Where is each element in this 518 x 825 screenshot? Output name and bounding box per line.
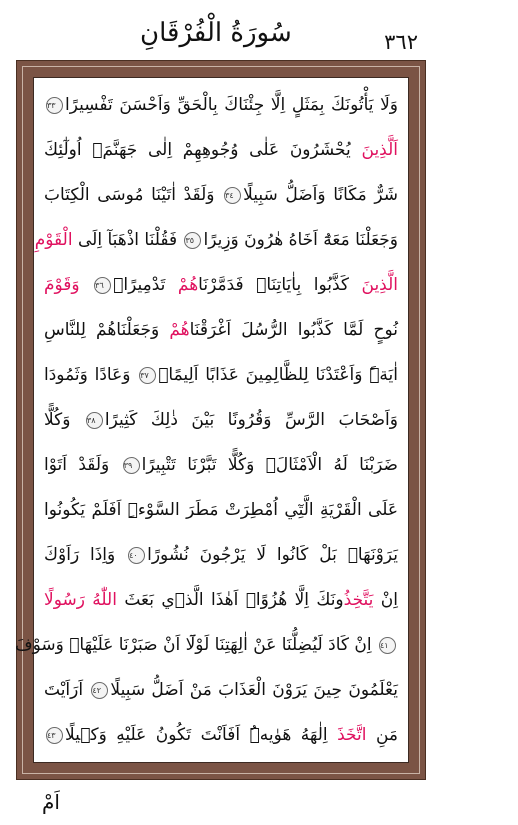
ayah-marker: ٤٢ bbox=[91, 682, 108, 699]
ayah-marker: ٣٩ bbox=[123, 457, 140, 474]
verse-text: فَقُلْنَا اذْهَبَآ اِلَى bbox=[72, 230, 183, 250]
verse-line bbox=[14, 626, 398, 664]
highlighted-text: الْقَوْمِ bbox=[34, 230, 73, 250]
verse-text: نُوحٍ لَمَّا كَذَّبُوا الرُّسُلَ اَغْرَقْنَا bbox=[189, 320, 399, 340]
ayah-marker: ٣٦ bbox=[94, 277, 111, 294]
ayah-marker: ٤٠ bbox=[128, 547, 145, 564]
verse-line bbox=[44, 446, 398, 484]
verse-text: وَجَعَلْنَاهُمْ لِلنَّاسِ bbox=[44, 320, 170, 340]
verse-text: يَرَوْنَهَاۚ بَلْ كَانُوا لَا يَرْجُونَ نُشُورًا bbox=[147, 545, 398, 565]
page-header bbox=[0, 8, 518, 52]
verse-text: وَجَعَلْنَا مَعَهُٓ اَخَاهُ هٰرُونَ وَزِيرًا bbox=[203, 230, 398, 250]
verse-line bbox=[44, 401, 398, 439]
highlighted-text: اللّٰهُ رَسُولًا bbox=[44, 590, 117, 610]
verse-text: يَعْلَمُونَ حِينَ يَرَوْنَ الْعَذَابَ مَنْ اَضَلُّ سَبِيلًا bbox=[110, 680, 398, 700]
surah-title: سُورَةُ الْفُرْقَانِ bbox=[140, 18, 292, 48]
verse-text: وَلَقَدْ اٰتَيْنَا مُوسَى الْكِتَابَ bbox=[44, 185, 223, 205]
ayah-marker: ٣٨ bbox=[86, 412, 103, 429]
verse-text: وَكُلًّا bbox=[44, 410, 84, 430]
verse-text: شَرٌّ مَكَانًا وَاَضَلُّ سَبِيلًا bbox=[243, 185, 399, 205]
verse-text: وَاِذَا رَاَوْكَ bbox=[44, 545, 127, 565]
verse-text: اٰيَةًۜ وَاَعْتَدْنَا لِلظَّالِمِينَ عَذَابًا اَلِيمًاۚ bbox=[158, 365, 398, 385]
verse-text: وَاَصْحَابَ الرَّسِّ وَقُرُونًا بَيْنَ ذٰلِكَ كَثِيرًا bbox=[104, 410, 398, 430]
verse-line bbox=[44, 356, 398, 394]
verse-text: تَدْمِيرًاۜ bbox=[113, 275, 178, 295]
verse-line bbox=[44, 176, 398, 214]
verse-line bbox=[44, 491, 398, 529]
ayah-marker: ٤٣ bbox=[46, 727, 63, 744]
text-area bbox=[14, 77, 409, 763]
verse-line bbox=[34, 221, 398, 259]
verse-line bbox=[44, 266, 398, 304]
highlighted-text: وَقَوْمَ bbox=[44, 275, 93, 295]
verse-line bbox=[44, 536, 398, 574]
verse-lines bbox=[14, 86, 399, 754]
highlighted-text: اَلَّذِينَ bbox=[361, 140, 398, 160]
highlighted-text: الَّذِينَ bbox=[361, 275, 398, 295]
verse-text: اَرَاَيْتَ bbox=[44, 680, 90, 700]
verse-text: ونَكَ اِلَّا هُزُوًاۜ اَهٰذَا الَّذ۪ي بَعَثَ bbox=[116, 590, 344, 610]
ayah-marker: ٣٣ bbox=[46, 97, 63, 114]
highlighted-text: هُمْ bbox=[177, 275, 199, 295]
verse-text: اِلٰهَهُ هَوٰيهُۜ اَفَاَنْتَ تَكُونُ عَلَيْهِ وَك۪يلًا bbox=[65, 725, 338, 745]
verse-line bbox=[44, 131, 398, 169]
verse-text: وَلَقَدْ اَتَوْا bbox=[44, 455, 121, 475]
verse-text: ضَرَبْنَا لَهُ الْاَمْثَالَۘ وَكُلًّا تَبَّرْنَا تَتْبِيرًا bbox=[141, 455, 398, 475]
ayah-marker: ٤١ bbox=[379, 637, 396, 654]
ayah-marker: ٣٧ bbox=[139, 367, 156, 384]
verse-line bbox=[44, 581, 398, 619]
verse-text: مَنِ bbox=[366, 725, 398, 745]
verse-line bbox=[44, 716, 398, 754]
highlighted-text: اتَّخَذَ bbox=[337, 725, 367, 745]
verse-text: كَذَّبُوا بِاٰيَاتِنَاۜ فَدَمَّرْنَا bbox=[198, 275, 362, 295]
highlighted-text: هُمْ bbox=[169, 320, 190, 340]
ayah-marker: ٣٤ bbox=[224, 187, 241, 204]
verse-text: يُحْشَرُونَ عَلٰى وُجُوهِهِمْ اِلٰى جَهَنَّمَۙ اُولٰٓئِكَ bbox=[44, 140, 362, 160]
verse-line bbox=[44, 86, 398, 124]
verse-line bbox=[44, 671, 398, 709]
ayah-marker: ٣٥ bbox=[184, 232, 201, 249]
verse-text: وَلَا يَأْتُونَكَ بِمَثَلٍ اِلَّا جِئْنَاكَ بِالْحَقِّ وَاَحْسَنَ تَفْسِيرًا bbox=[65, 95, 398, 115]
page-number: ٣٦٢ bbox=[384, 30, 418, 54]
verse-text: اِنْ bbox=[373, 590, 398, 610]
catchword: اَمْ bbox=[42, 790, 60, 814]
page-frame bbox=[16, 60, 426, 780]
verse-text: وَعَادًا وَثَمُودَا bbox=[44, 365, 138, 385]
highlighted-text: يَتَّخِذُ bbox=[343, 590, 374, 610]
verse-text: عَلَى الْقَرْيَةِ الَّتِٓي اُمْطِرَتْ مَطَرَ السَّوْءِۜ اَفَلَمْ يَكُونُوا bbox=[44, 500, 398, 520]
verse-text: اِنْ كَادَ لَيُضِلُّنَا عَنْ اٰلِهَتِنَا لَوْلَٓا اَنْ صَبَرْنَا عَلَيْهَاۜ وَسَوْفَ bbox=[14, 635, 377, 655]
verse-line bbox=[44, 311, 398, 349]
